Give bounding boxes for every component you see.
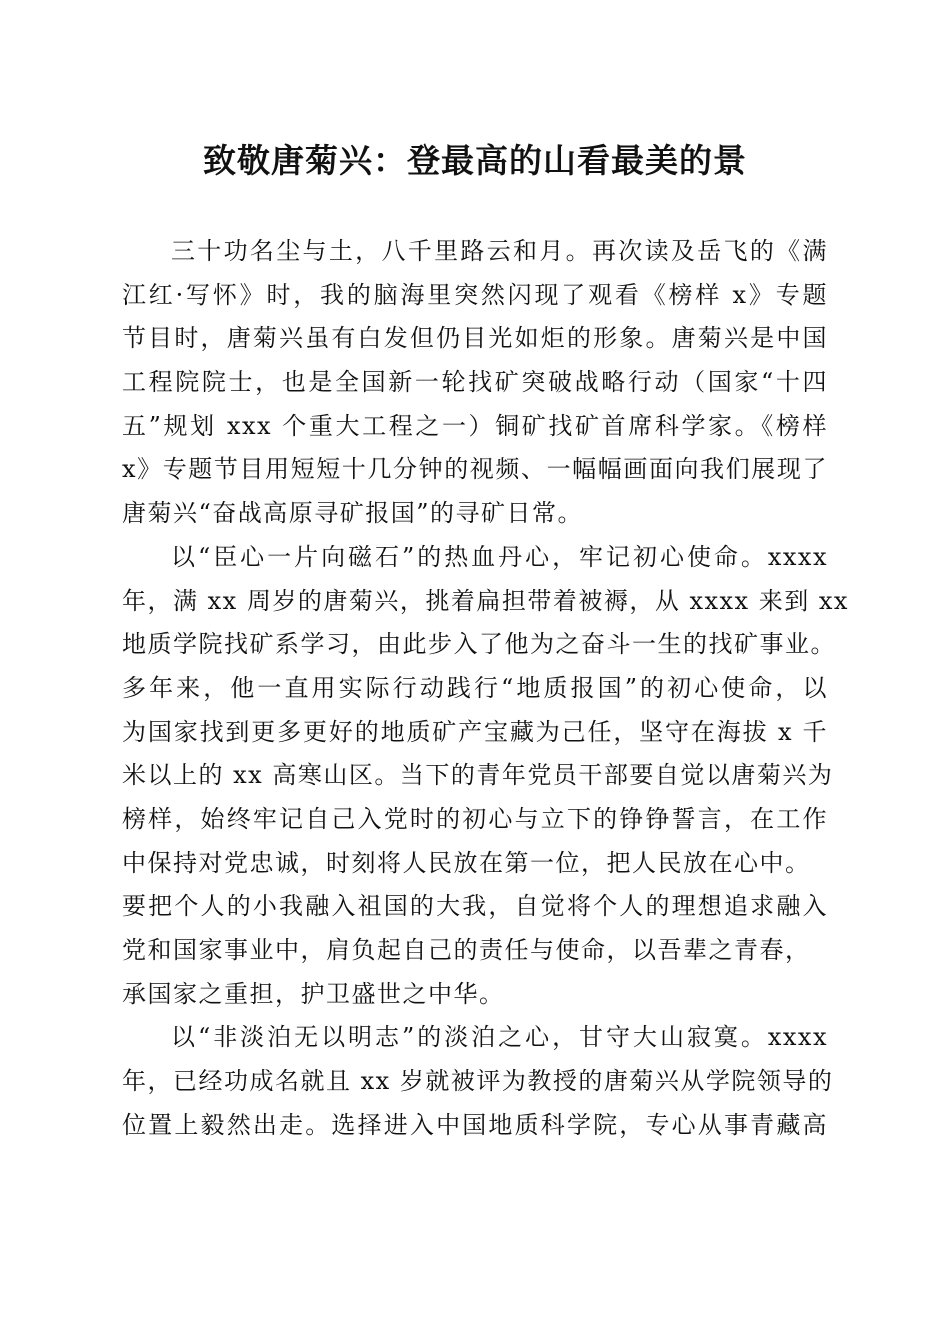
body-line: 地质学院找矿系学习，由此步入了他为之奋斗一生的找矿事业。 [122,630,836,659]
body-line: 年，满 xx 周岁的唐菊兴，挑着扁担带着被褥，从 xxxx 来到 xx [122,586,849,615]
document-title: 致敬唐菊兴：登最高的山看最美的景 [203,141,747,180]
body-line: 五”规划 xxx 个重大工程之一）铜矿找矿首席科学家。《榜样 [122,411,828,440]
body-line: 以“臣心一片向磁石”的热血丹心，牢记初心使命。xxxx [171,542,828,571]
body-line: 年，已经功成名就且 xx 岁就被评为教授的唐菊兴从学院领导的 [122,1067,834,1096]
body-line: 为国家找到更多更好的地质矿产宝藏为己任，坚守在海拔 x 千 [122,717,828,746]
body-line: 榜样，始终牢记自己入党时的初心与立下的铮铮誓言，在工作 [122,804,828,833]
body-line: 节目时，唐菊兴虽有白发但仍目光如炬的形象。唐菊兴是中国 [122,324,828,353]
body-line: 位置上毅然出走。选择进入中国地质科学院，专心从事青藏高 [122,1110,828,1139]
body-line: x》专题节目用短短十几分钟的视频、一幅幅画面向我们展现了 [122,455,828,484]
body-line: 以“非淡泊无以明志”的淡泊之心，甘守大山寂寞。xxxx [171,1023,828,1052]
body-line: 江红·写怀》时，我的脑海里突然闪现了观看《榜样 x》专题 [122,280,828,309]
body-line: 多年来，他一直用实际行动践行“地质报国”的初心使命，以 [122,673,828,702]
body-line: 工程院院士，也是全国新一轮找矿突破战略行动（国家“十四 [122,368,828,397]
body-line: 米以上的 xx 高寒山区。当下的青年党员干部要自觉以唐菊兴为 [122,761,834,790]
body-line: 党和国家事业中，肩负起自己的责任与使命，以吾辈之青春， [122,936,811,964]
body-line: 要把个人的小我融入祖国的大我，自觉将个人的理想追求融入 [122,892,828,921]
body-line: 中保持对党忠诚，时刻将人民放在第一位，把人民放在心中。 [122,848,811,877]
body-line: 唐菊兴“奋战高原寻矿报国”的寻矿日常。 [122,499,584,528]
body-line: 承国家之重担，护卫盛世之中华。 [122,979,505,1008]
document-body [122,230,849,1147]
body-line: 三十功名尘与土，八千里路云和月。再次读及岳飞的《满 [171,237,828,265]
